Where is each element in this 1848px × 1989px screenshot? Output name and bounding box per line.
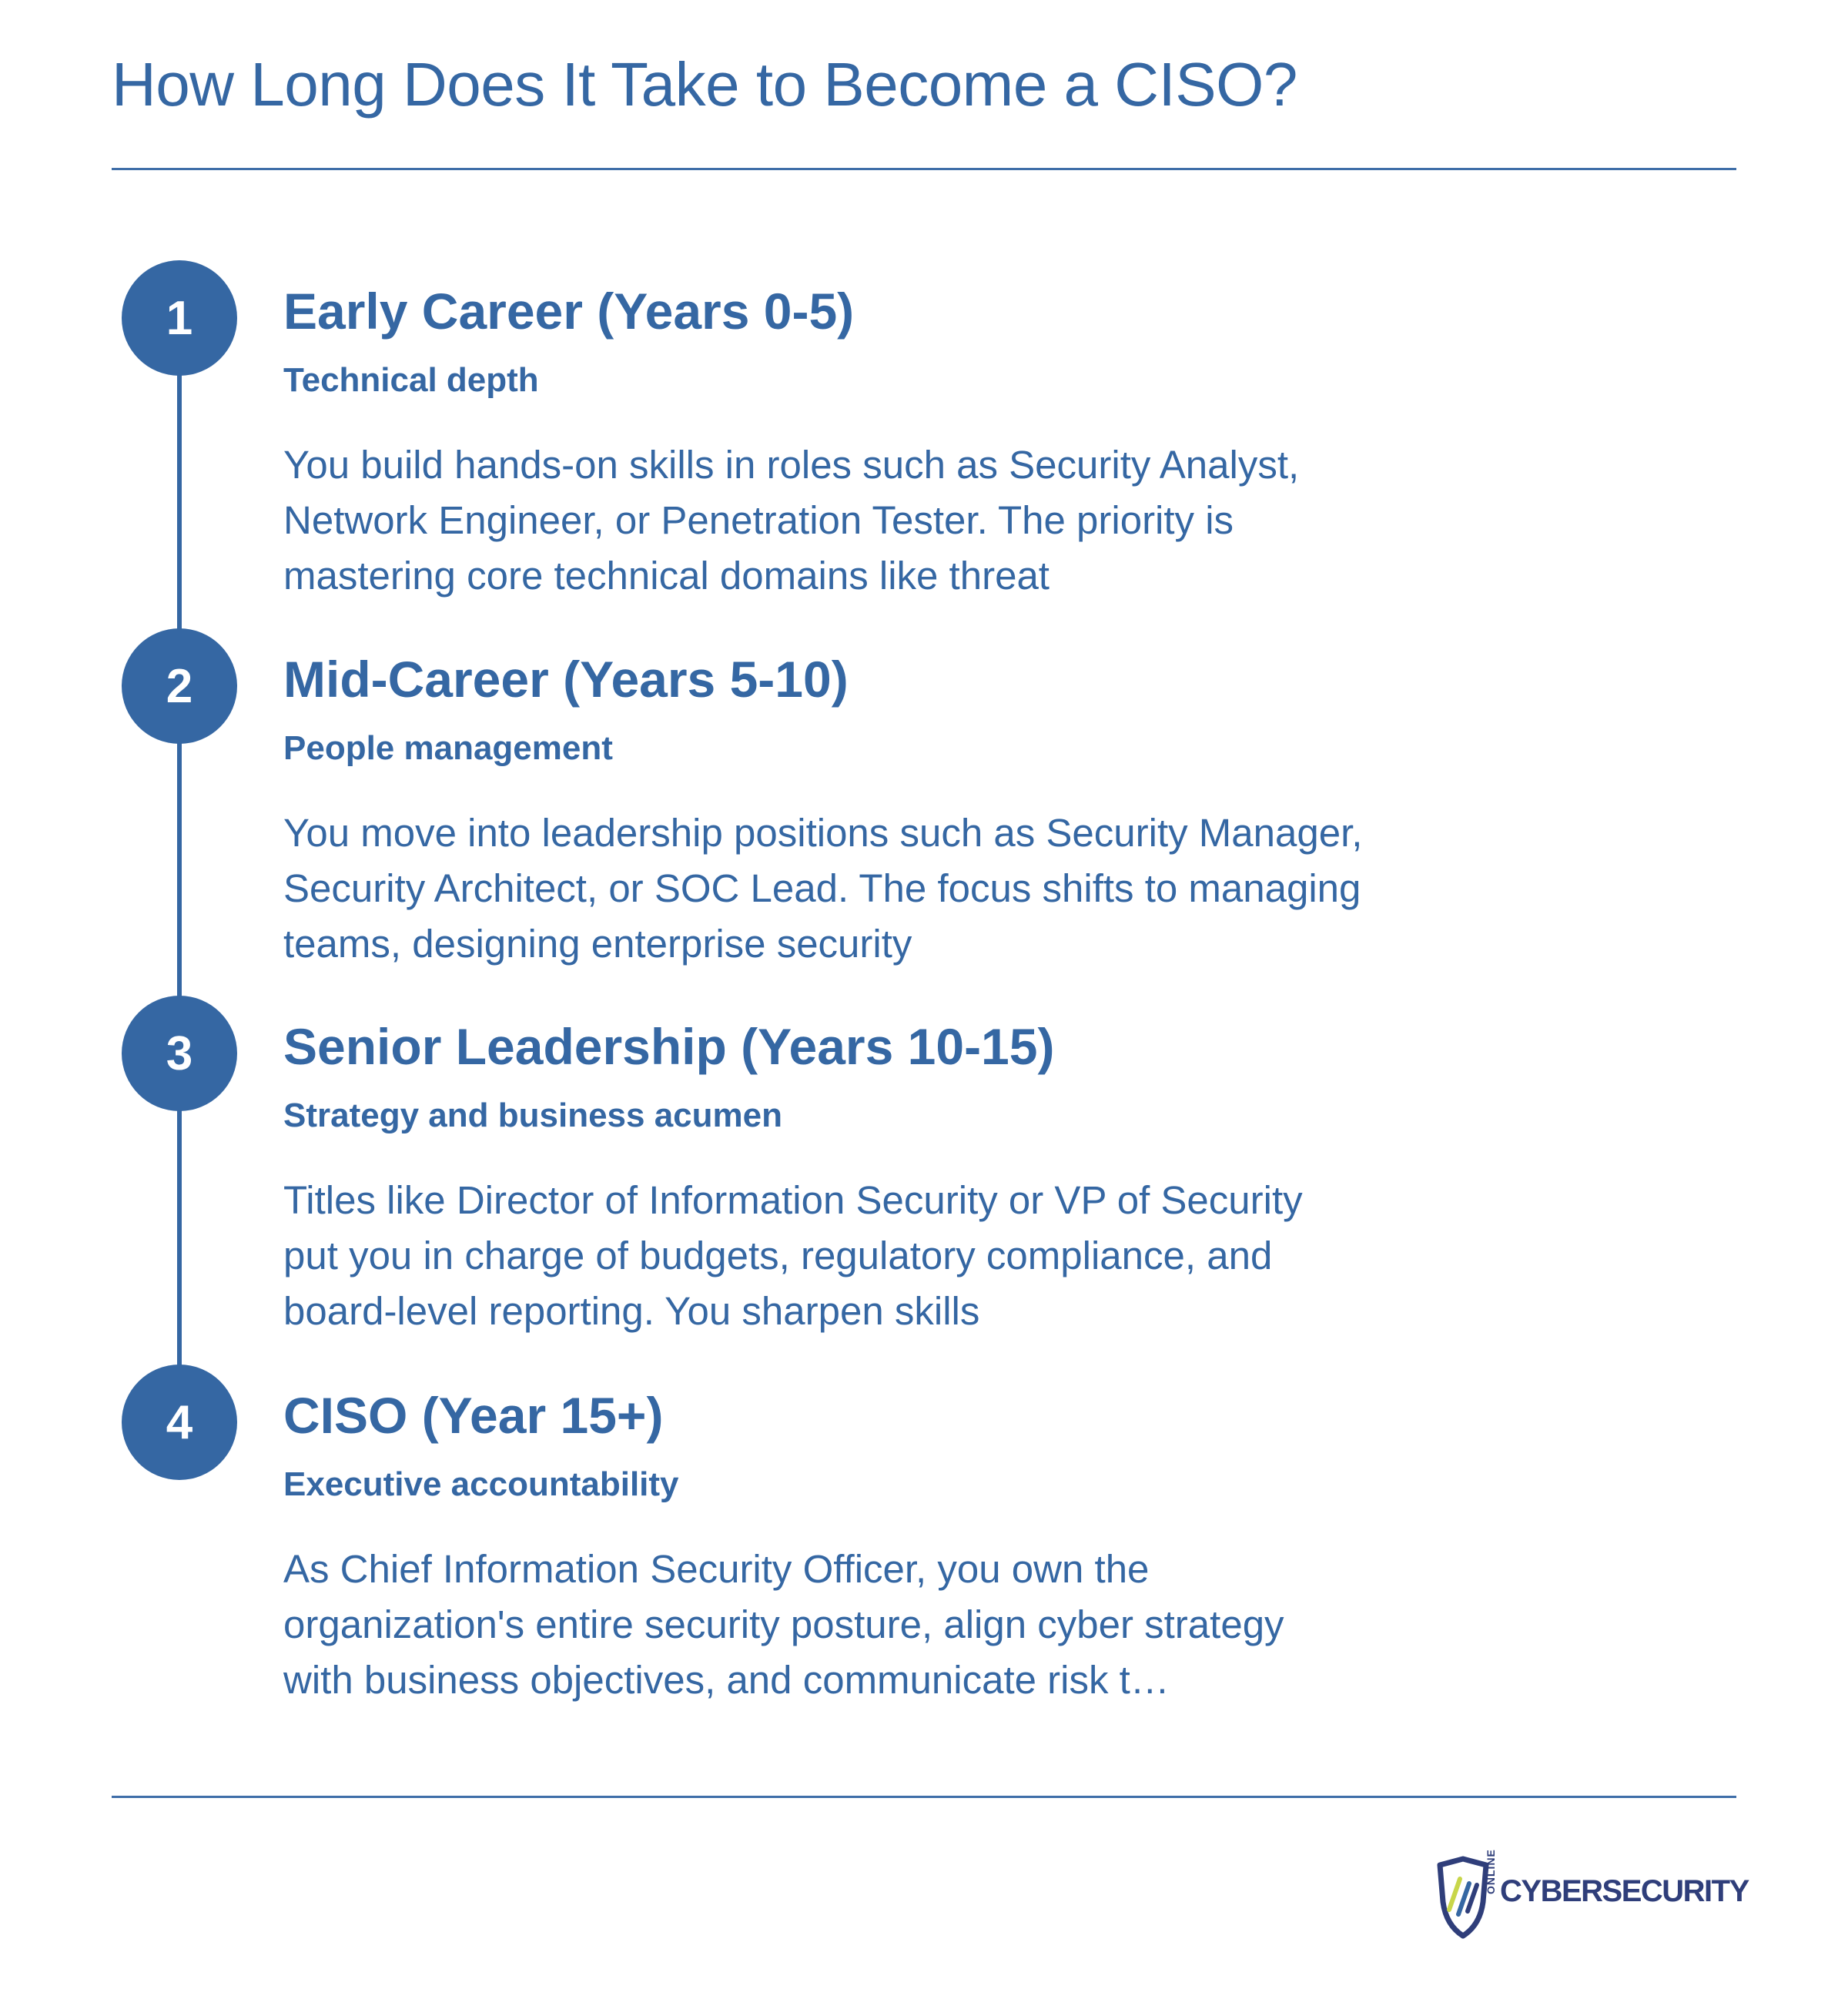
bottom-divider [112,1796,1736,1798]
stage-title: Mid-Career (Years 5-10) [283,651,849,708]
stage-title: Early Career (Years 0-5) [283,283,855,340]
stage-number-badge: 4 [122,1365,237,1480]
online-cybersecurity-logo [1434,1849,1749,1948]
shield-icon [1434,1856,1492,1940]
stage-title: CISO (Year 15+) [283,1387,664,1444]
stage-number-badge: 1 [122,260,237,376]
stage-1 [0,260,1848,622]
stage-description: Titles like Director of Information Security or VP of Security put you in charge of budgets, regulatory compliance, and board-level reporting. You sharpen skills [283,1178,1303,1333]
stage-description: As Chief Information Security Officer, you own the organization's entire security posture, align cyber strategy with business objectives, and communicate risk t… [283,1547,1284,1702]
stage-3 [0,996,1848,1358]
stage-subtitle: Technical depth [283,361,539,399]
stage-number-badge: 3 [122,996,237,1111]
stage-subtitle: Executive accountability [283,1465,679,1503]
stage-title: Senior Leadership (Years 10-15) [283,1018,1055,1075]
stage-description: You move into leadership positions such as Security Manager, Security Architect, or SOC Lead. The focus shifts to managing teams, designing enterprise security [283,811,1363,966]
stage-number-badge: 2 [122,628,237,744]
stage-subtitle: People management [283,729,613,767]
stage-2 [0,628,1848,990]
logo-small-text: ONLINE [1485,1849,1497,1894]
logo-wordmark: CYBERSECURITY [1500,1874,1749,1908]
stage-description: You build hands-on skills in roles such as Security Analyst, Network Engineer, or Penetration Tester. The priority is mastering core technical domains like threat [283,443,1300,598]
page-title: How Long Does It Take to Become a CISO? [112,50,1297,119]
stage-subtitle: Strategy and business acumen [283,1097,782,1134]
stage-4 [0,1365,1848,1726]
top-divider [112,168,1736,170]
